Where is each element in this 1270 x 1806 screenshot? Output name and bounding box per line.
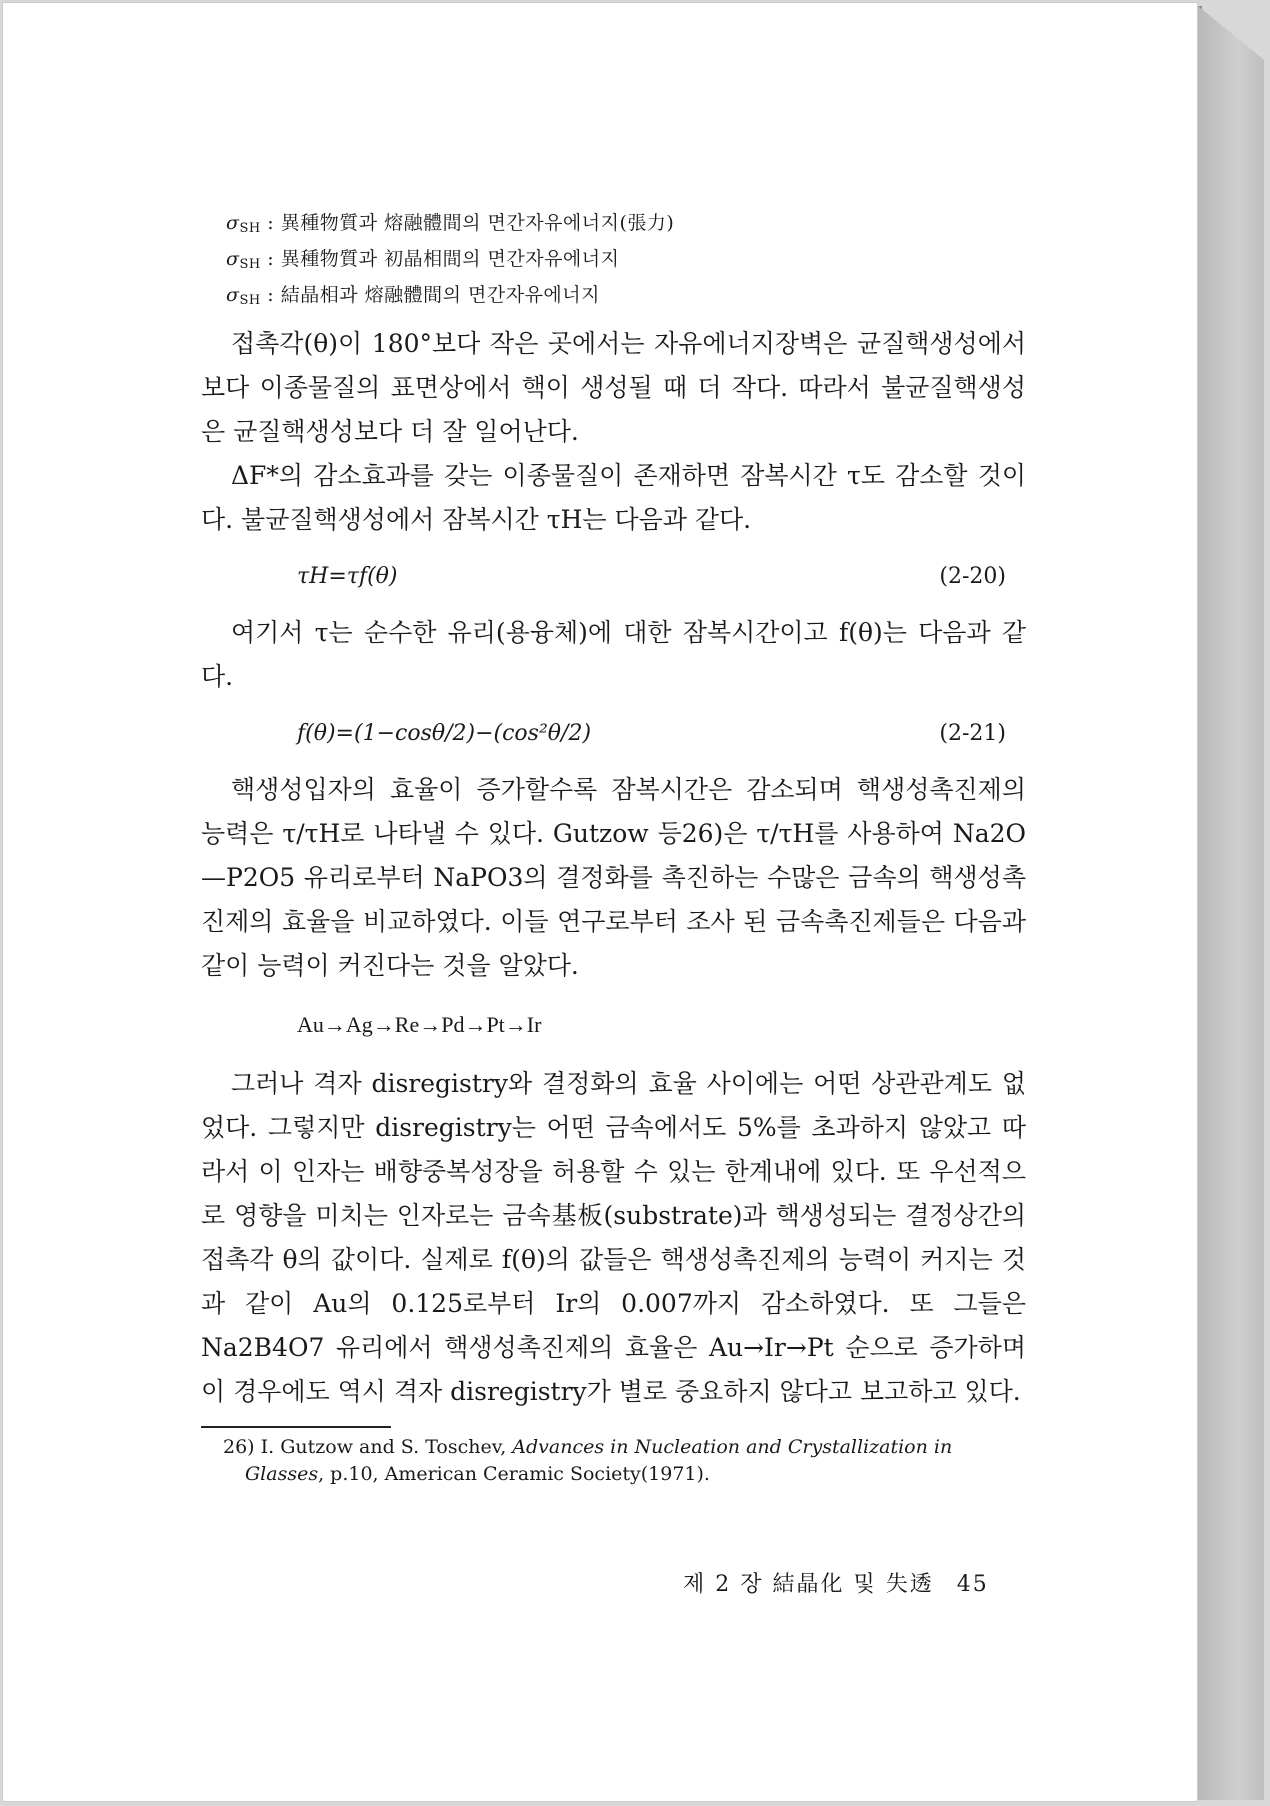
definition-subscript: SH	[239, 293, 261, 308]
definition-line	[226, 280, 1026, 316]
paragraph-incubation-time: ΔF*의 감소효과를 갖는 이종물질이 존재하면 잠복시간 τ도 감소할 것이다. 불균질핵생성에서 잠복시간 τH는 다음과 같다.	[201, 461, 1026, 534]
definition-text: : 異種物質과 初晶相間의 면간자유에너지	[267, 248, 620, 270]
chapter-title: 제 2 장 結晶化 및 失透	[683, 1572, 934, 1597]
definition-text: : 結晶相과 熔融體間의 면간자유에너지	[267, 284, 600, 306]
page-number: 45	[956, 1572, 989, 1597]
equation-2-21	[201, 721, 1026, 746]
paragraph-contact-angle: 접촉각(θ)이 180°보다 작은 곳에서는 자유에너지장벽은 균질핵생성에서보다 이종물질의 표면상에서 핵이 생성될 때 더 작다. 따라서 불균질핵생성은 균질핵생성보다 더 잘 일어난다.	[201, 329, 1026, 446]
footnote-title: Advances in Nucleation and Crystallization in Glasses	[245, 1436, 953, 1485]
definition-symbol: σ	[226, 248, 240, 270]
page-edge	[1198, 6, 1264, 1800]
definition-text: : 異種物質과 熔融體間의 면간자유에너지(張力)	[267, 212, 675, 234]
footnote-26: 26) I. Gutzow and S. Toschev, Advances in Nucleation and Crystallization in Glasses, p.10, American Ceramic Society(1971).	[223, 1436, 953, 1485]
metal-sequence: Au→Ag→Re→Pd→Pt→Ir	[297, 1012, 542, 1037]
paragraph-disregistry: 그러나 격자 disregistry와 결정화의 효율 사이에는 어떤 상관관계도 없었다. 그렇지만 disregistry는 어떤 금속에서도 5%를 초과하지 않았고 따라서 이 인자는 배향중복성장을 허용할 수 있는 한계내에 있다. 또 우선적으로 영향을 미치는 인자로는 금속基板(substrate)과 핵생성되는 결정상간의 접촉각 θ의 값이다. 실제로 f(θ)의 값들은 핵생성촉진제의 능력이 커지는 것과 같이 Au의 0.125로부터 Ir의 0.007까지 감소하였다. 또 그들은 Na2B4O7 유리에서 핵생성촉진제의 효율은 Au→Ir→Pt 순으로 증가하며 이 경우에도 역시 격자 disregistry가 별로 중요하지 않다고 보고하고 있다.	[201, 1069, 1026, 1406]
paragraph-tau-definition: 여기서 τ는 순수한 유리(용융체)에 대한 잠복시간이고 f(θ)는 다음과 같다.	[201, 618, 1026, 691]
page-footer	[683, 1567, 989, 1598]
page-content	[201, 208, 1026, 1488]
footnote-divider	[201, 1426, 391, 1428]
document-page	[2, 2, 1198, 1802]
paragraph-gutzow-study: 핵생성입자의 효율이 증가할수록 잠복시간은 감소되며 핵생성촉진제의 능력은 τ/τH로 나타낼 수 있다. Gutzow 등26)은 τ/τH를 사용하여 Na2O—P2O5 유리로부터 NaPO3의 결정화를 촉진하는 수많은 금속의 핵생성촉진제의 효율을 비교하였다. 이들 연구로부터 조사 된 금속촉진제들은 다음과 같이 능력이 커진다는 것을 알았다.	[201, 775, 1026, 980]
definition-line	[226, 244, 1026, 280]
equation-formula: τH=τf(θ)	[297, 564, 398, 589]
definition-symbol: σ	[226, 212, 240, 234]
definition-subscript: SH	[239, 221, 261, 236]
equation-number: (2-21)	[939, 721, 1006, 746]
equation-number: (2-20)	[939, 564, 1006, 589]
definition-symbol: σ	[226, 284, 240, 306]
equation-2-20	[201, 564, 1026, 589]
definition-subscript: SH	[239, 257, 261, 272]
equation-formula: f(θ)=(1−cosθ/2)−(cos²θ/2)	[297, 721, 592, 746]
definition-line	[226, 208, 1026, 244]
